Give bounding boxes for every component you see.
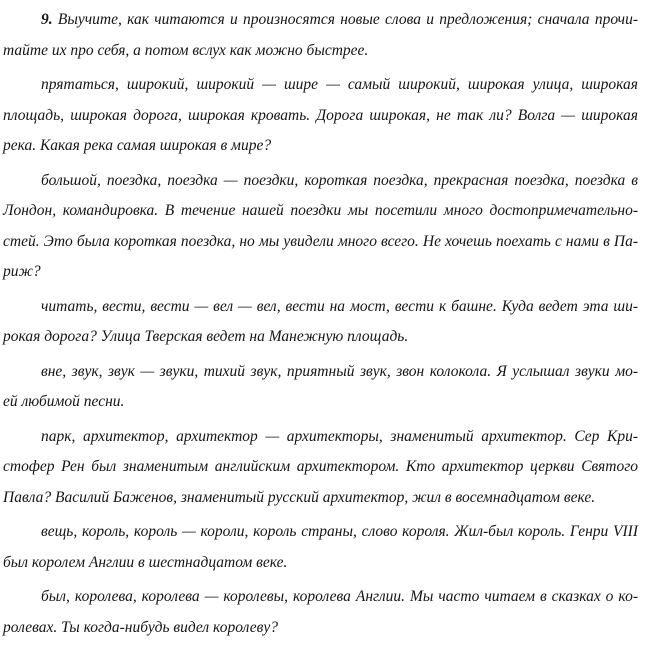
text-line: был королем Англии в шестнадцатом веке. xyxy=(3,553,288,571)
text-line: прятаться, широкий, широкий — шире — самый широкий, широкая улица, широкая xyxy=(41,76,638,93)
paragraph-word-group-zvuk xyxy=(3,357,638,418)
paragraph-word-group-vesti xyxy=(3,292,638,353)
text-line: стофер Рен был знаменитым английским архитектором. Кто архитектор церкви Святого xyxy=(3,458,638,475)
paragraph-word-group-korol xyxy=(3,517,638,578)
paragraph-word-group-koroleva xyxy=(3,582,638,643)
text-line: ролевах. Ты когда-нибудь видел королеву? xyxy=(3,618,278,636)
text-line: рокая дорога? Улица Тверская ведет на Манежную площадь. xyxy=(3,328,409,345)
paragraph-word-group-arkhitektor xyxy=(3,422,638,514)
paragraph-word-group-shirokiy xyxy=(3,70,638,162)
text-line: ей любимой песни. xyxy=(3,393,125,410)
paragraph-instructions xyxy=(3,5,638,66)
text-line: риж? xyxy=(3,263,41,280)
text-line: большой, поездка, поездка — поездки, короткая поездка, прекрасная поездка, поездка в xyxy=(41,171,638,189)
text-line: был, королева, королева — королевы, королева Англии. Мы часто читаем в сказках о ко- xyxy=(41,588,638,605)
text-line: читать, вести, вести — вел — вел, вести на мост, вести к башне. Куда ведет эта ши- xyxy=(41,297,638,315)
text-line: парк, архитектор, архитектор — архитекторы, знаменитый архитектор. Сер Кри- xyxy=(41,427,638,445)
text-line: Павла? Василий Баженов, знаменитый русский архитектор, жил в восемнадцатом веке. xyxy=(3,488,596,506)
text-line xyxy=(3,5,638,36)
text-line: площадь, широкая дорога, широкая кровать. Дорога широкая, не так ли? Волга — широкая xyxy=(3,106,638,124)
text-line: вне, звук, звук — звуки, тихий звук, приятный звук, звон колокола. Я услышал звуки мо- xyxy=(41,362,638,380)
paragraph-word-group-poezdka xyxy=(3,166,638,288)
text-line: вещь, король, король — короли, король страны, слово короля. Жил-был король. Генри VIII xyxy=(41,523,638,540)
text-line: тайте их про себя, а потом вслух как можно быстрее. xyxy=(3,41,369,59)
exercise-number: 9. xyxy=(41,11,53,28)
text-line: стей. Это была короткая поездка, но мы увидели много всего. Не хочешь поехать с нами в Па- xyxy=(3,232,638,250)
text-line: река. Какая река самая широкая в мире? xyxy=(3,137,272,154)
instruction-text: Выучите, как читаются и произносятся новые слова и предложения; сначала прочи- xyxy=(57,11,638,28)
text-line: Лондон, командировка. В течение нашей поездки мы посетили много достопримечательно- xyxy=(3,202,638,219)
